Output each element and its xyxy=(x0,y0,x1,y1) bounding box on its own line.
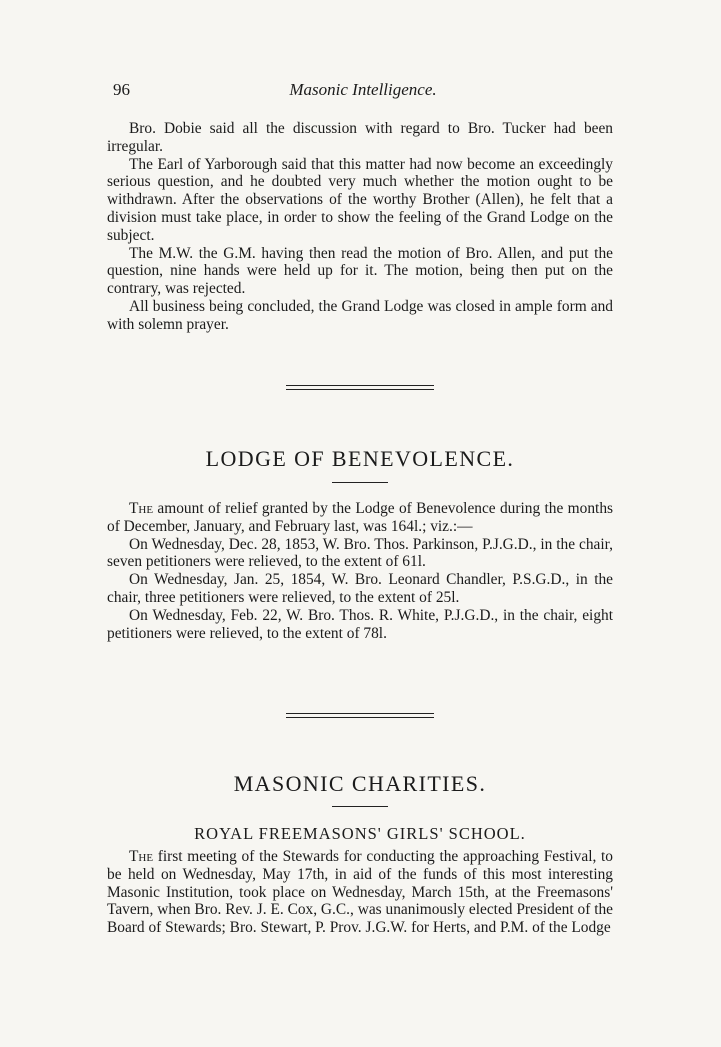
relief-entry: On Wednesday, Jan. 25, 1854, W. Bro. Leonard Chandler, P.S.G.D., in the chair, three petitioners were relieved, to the extent of 25l. xyxy=(107,571,613,606)
paragraph xyxy=(107,848,613,937)
section-divider xyxy=(286,385,434,390)
section-divider xyxy=(286,713,434,718)
lead-word: The xyxy=(129,848,154,865)
page-header xyxy=(113,80,613,104)
paragraph: All business being concluded, the Grand Lodge was closed in ample form and with solemn prayer. xyxy=(107,297,613,333)
heading-underline xyxy=(332,482,388,483)
lead-word: The xyxy=(129,500,154,517)
heading-underline xyxy=(332,806,388,807)
relief-entry: On Wednesday, Feb. 22, W. Bro. Thos. R. White, P.J.G.D., in the chair, eight petitioners were relieved, to the extent of 78l. xyxy=(107,606,613,642)
section-charities-text xyxy=(107,848,613,937)
section-benevolence-text xyxy=(107,500,613,642)
running-head: Masonic Intelligence. xyxy=(289,80,437,99)
paragraph xyxy=(107,500,613,536)
paragraph-text: first meeting of the Stewards for conducting the approaching Festival, to be held on Wednesday, May 17th, in aid of the funds of this most interesting Masonic Institution, took place on Wednesday, March 15th, at the Freemasons' Tavern, when Bro. Rev. J. E. Cox, G.C., was unanimously elected President of the Board of Stewards; Bro. Stewart, P. Prov. J.G.W. for Herts, and P.M. of the Lodge xyxy=(107,848,613,937)
subheading-girls-school: ROYAL FREEMASONS' GIRLS' SCHOOL. xyxy=(194,824,526,843)
section-grand-lodge-text xyxy=(107,120,613,334)
paragraph: The M.W. the G.M. having then read the motion of Bro. Allen, and put the question, nine hands were held up for it. The motion, being then put on the contrary, was rejected. xyxy=(107,244,613,298)
heading-masonic-charities: MASONIC CHARITIES. xyxy=(233,771,487,796)
paragraph-text: amount of relief granted by the Lodge of Benevolence during the months of December, January, and February last, was 164l.; viz.:— xyxy=(107,500,613,535)
paragraph: The Earl of Yarborough said that this matter had now become an exceedingly serious question, and he doubted very much whether the motion ought to be withdrawn. After the observations of the worthy Brother (Allen), he felt that a division must take place, in order to show the feeling of the Grand Lodge on the subject. xyxy=(107,155,613,244)
relief-entry: On Wednesday, Dec. 28, 1853, W. Bro. Thos. Parkinson, P.J.G.D., in the chair, seven petitioners were relieved, to the extent of 61l. xyxy=(107,535,613,571)
heading-lodge-of-benevolence: LODGE OF BENEVOLENCE. xyxy=(205,446,515,471)
paragraph: Bro. Dobie said all the discussion with regard to Bro. Tucker had been irregular. xyxy=(107,120,613,155)
page-number: 96 xyxy=(113,80,130,99)
